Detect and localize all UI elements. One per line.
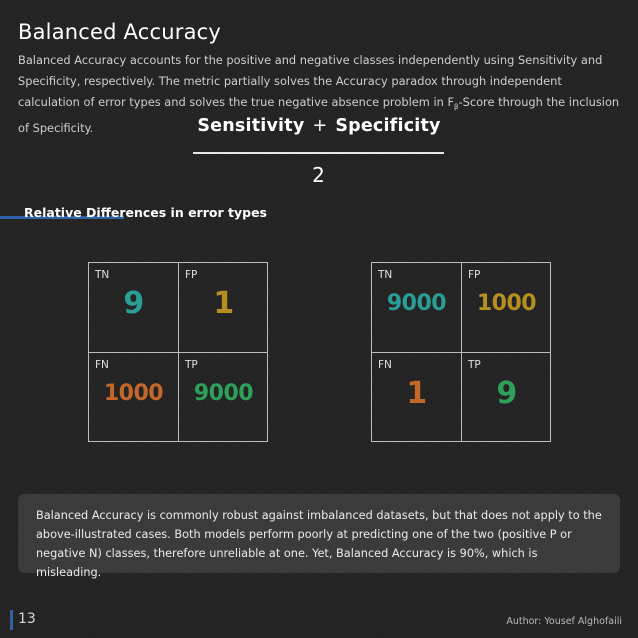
formula-specificity: Specificity [335,116,441,136]
cell-fn [89,353,178,442]
cell-label-fn: FN [378,359,392,371]
formula-fraction-bar [193,152,444,154]
cell-value-tn: 9 [123,286,144,321]
cell-value-fp: 1 [213,286,234,321]
description-part1: Balanced Accuracy accounts for the positive and negative classes independently using Sensitivity and Specificity, respectively. The metric partially solves the Accuracy paradox through independent calculation of error types and solves the true negative absence problem in F [18,53,603,109]
page-title: Balanced Accuracy [18,20,222,44]
formula-sensitivity: Sensitivity [197,116,305,136]
cell-value-fn: 1000 [103,381,164,406]
cell-label-tn: TN [95,269,110,281]
cell-value-fn: 1 [406,376,427,411]
description-subscript: β [454,103,459,111]
formula-operator: + [312,116,328,136]
formula-denominator: 2 [312,163,325,187]
page-number-accent [10,610,13,630]
cell-fp [179,263,268,352]
confusion-matrix-1 [88,262,268,442]
cell-tn [89,263,178,352]
confusion-matrix-2 [371,262,551,442]
cell-value-tp: 9 [496,376,517,411]
cell-label-fp: FP [468,269,481,281]
cell-tp [179,353,268,442]
note-text: Balanced Accuracy is commonly robust against imbalanced datasets, but that does not apply to the above-illustrated cases. Both models perform poorly at predicting one of the two (positive P or negative N) classes, therefore unreliable at one. Yet, Balanced Accuracy is 90%, which is misleading. [36,509,602,579]
cell-label-tp: TP [185,359,198,371]
cell-fp [462,263,551,352]
cell-label-tn: TN [378,269,393,281]
section-title: Relative Differences in error types [24,205,267,220]
cell-tp [462,353,551,442]
cell-label-fp: FP [185,269,198,281]
cell-fn [372,353,461,442]
cell-value-tp: 9000 [193,381,254,406]
cell-value-tn: 9000 [386,291,447,316]
cell-label-fn: FN [95,359,109,371]
cell-label-tp: TP [468,359,481,371]
description-part2: -Score through the inclusion of Specificity. [18,95,620,135]
formula-numerator [195,116,443,136]
cell-tn [372,263,461,352]
author-credit: Author: Yousef Alghofaili [506,616,622,627]
note-box [18,494,620,579]
cell-value-fp: 1000 [476,291,537,316]
page-number: 13 [18,611,36,627]
